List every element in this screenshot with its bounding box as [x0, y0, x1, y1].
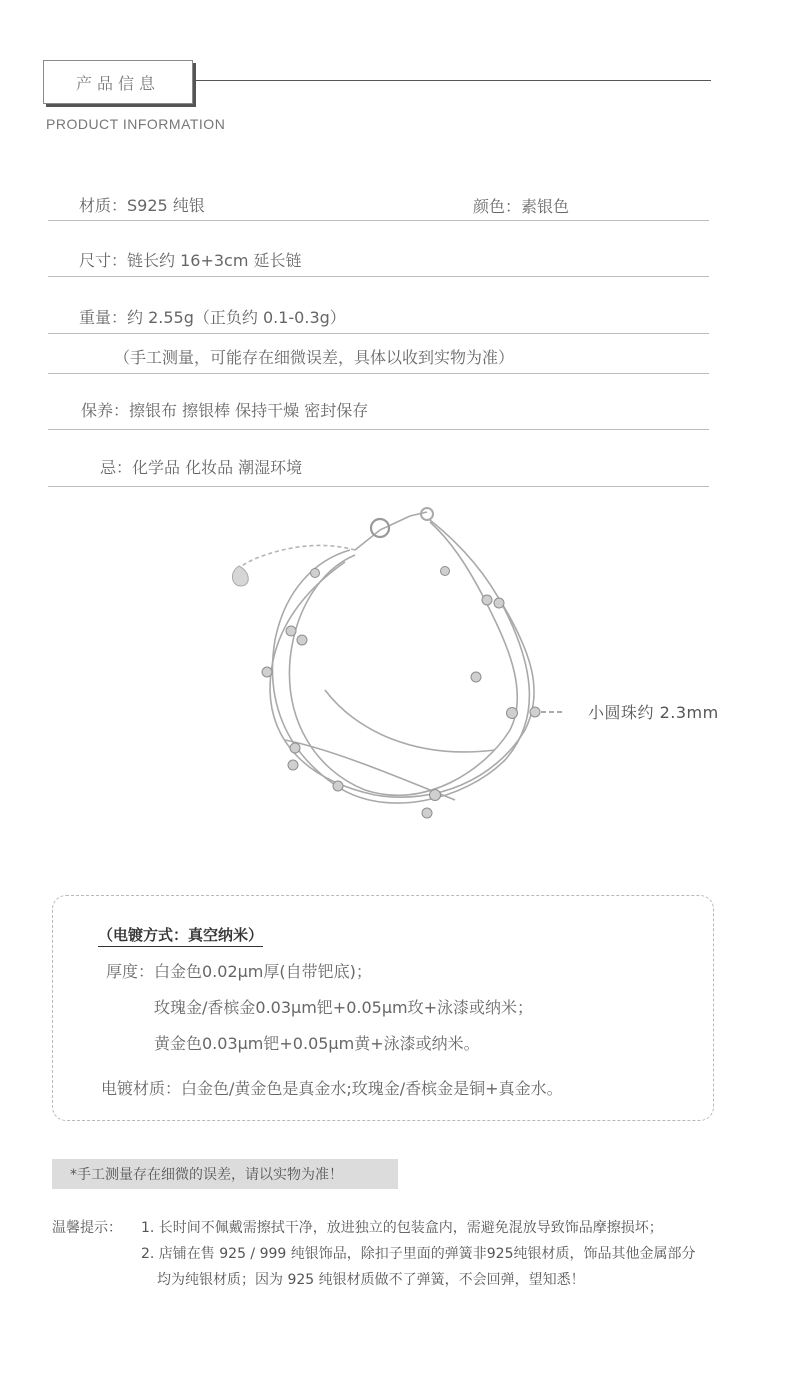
row-divider	[48, 220, 709, 221]
plating-material: 电镀材质：白金色/黄金色是真金水;玫瑰金/香槟金是铜+真金水。	[101, 1079, 563, 1098]
spec-weight: 重量：约 2.55g（正负约 0.1-0.3g）	[79, 308, 346, 327]
plating-thickness-3: 黄金色0.03μm钯+0.05μm黄+泳漆或纳米。	[154, 1034, 480, 1053]
section-title-box	[43, 60, 193, 104]
bead-size-callout: 小圆珠约 2.3mm	[588, 703, 719, 722]
spec-weight-note: （手工测量，可能存在细微误差，具体以收到实物为准）	[114, 348, 515, 367]
spec-size: 尺寸：链长约 16+3cm 延长链	[79, 251, 302, 270]
tip-item-1: 1. 长时间不佩戴需擦拭干净，放进独立的包装盒内，需避免混放导致饰品摩擦损坏；	[141, 1220, 663, 1236]
row-divider	[48, 276, 709, 277]
row-divider	[48, 429, 709, 430]
tips-label: 温馨提示：	[52, 1220, 122, 1236]
bracelet-photo	[205, 500, 565, 840]
plating-thickness-1: 厚度：白金色0.02μm厚(自带钯底)；	[106, 962, 372, 981]
spec-care: 保养：擦银布 擦银棒 保持干燥 密封保存	[81, 401, 369, 420]
plating-thickness-2: 玫瑰金/香槟金0.03μm钯+0.05μm玫+泳漆或纳米；	[154, 998, 533, 1017]
row-divider	[48, 486, 709, 487]
title-rule	[193, 80, 711, 81]
plating-heading: （电镀方式：真空纳米）	[98, 924, 263, 947]
tip-item-2-cont: 均为纯银材质；因为 925 纯银材质做不了弹簧，不会回弹，望知悉！	[157, 1272, 585, 1288]
measurement-note-text: *手工测量存在细微的误差，请以实物为准！	[70, 1167, 343, 1183]
spec-color: 颜色：素银色	[473, 197, 570, 216]
section-subtitle: PRODUCT INFORMATION	[46, 116, 226, 132]
measurement-note	[52, 1159, 398, 1189]
section-title: 产品信息	[75, 73, 160, 93]
row-divider	[48, 333, 709, 334]
tip-item-2: 2. 店铺在售 925 / 999 纯银饰品，除扣子里面的弹簧非925纯银材质，饰品其他金属部分	[141, 1246, 696, 1262]
spec-avoid: 忌：化学品 化妆品 潮湿环境	[100, 458, 303, 477]
spec-material: 材质：S925 纯银	[79, 196, 205, 215]
row-divider	[48, 373, 709, 374]
